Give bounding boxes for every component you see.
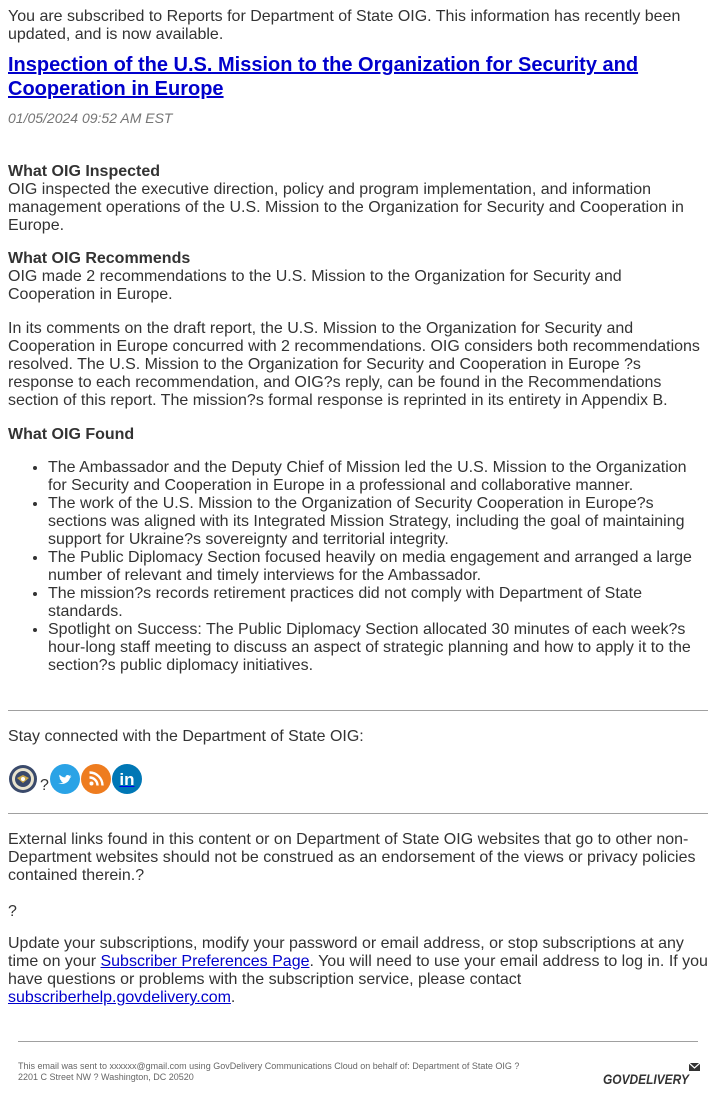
- recommends-heading: What OIG Recommends: [8, 250, 191, 267]
- linkedin-glyph: in: [119, 769, 135, 789]
- footer-line-1: This email was sent to xxxxxx@gmail.com using GovDelivery Communications Cloud on behalf of: Department of State OIG ?: [18, 1061, 520, 1071]
- found-heading: What OIG Found: [8, 426, 135, 443]
- stay-connected-text: Stay connected with the Department of State OIG:: [8, 728, 364, 745]
- found-list: [8, 459, 708, 675]
- recommends-section: [8, 250, 708, 410]
- recommends-text-1: OIG made 2 recommendations to the U.S. Mission to the Organization for Security and Cooperation in Europe.: [8, 268, 622, 303]
- subscription-text-part: Update your subscriptions, modify your password or email address, or stop subscriptions at any time on your: [8, 935, 684, 970]
- separator-text: ?: [40, 777, 49, 794]
- govdelivery-logo-text: GOVDELIVERY: [603, 1071, 691, 1087]
- intro-text: You are subscribed to Reports for Department of State OIG. This information has recently been updated, and is now available.: [8, 8, 681, 43]
- subscriber-help-link[interactable]: subscriberhelp.govdelivery.com: [8, 989, 231, 1006]
- question-mark-text: ?: [8, 903, 17, 920]
- rss-icon[interactable]: [81, 764, 111, 794]
- list-item: • The Public Diplomacy Section focused heavily on media engagement and arranged a large number of relevant and timely interviews for the Ambassador.: [48, 549, 708, 585]
- subscription-text-part: .: [230, 989, 236, 1006]
- report-title-link[interactable]: Inspection of the U.S. Mission to the Organization for Security and Cooperation in Europe: [8, 54, 639, 100]
- divider: [8, 710, 708, 711]
- list-item: • The mission?s records retirement practices did not comply with Department of State standards.: [48, 585, 708, 621]
- twitter-icon[interactable]: [50, 764, 80, 794]
- govdelivery-logo[interactable]: [603, 1062, 703, 1088]
- subscription-text-part: . You will need to use your email address to log in. If you have questions or problems with the subscription service, please contact: [8, 953, 708, 988]
- disclaimer-text: External links found in this content or on Department of State OIG websites that go to other non-Department websites should not be construed as an endorsement of the views or privacy policies contained therein.?: [8, 831, 696, 884]
- inspected-section: [8, 163, 708, 235]
- state-seal-icon[interactable]: [8, 764, 38, 794]
- inspected-text: OIG inspected the executive direction, policy and program implementation, and information management operations of the U.S. Mission to the Organization for Security and Cooperation in Europe.: [8, 181, 684, 234]
- recommends-text-2: In its comments on the draft report, the U.S. Mission to the Organization for Security and Cooperation in Europe concurred with 2 recommendations. OIG considers both recommendations resolved. The U.S. Mission to the Organization for Security and Cooperation in Europe ?s response to each recommendation, and OIG?s reply, can be found in the Recommendations section of this report. The mission?s formal response is reprinted in its entirety in Appendix B.: [8, 320, 700, 409]
- found-section: [8, 426, 708, 675]
- report-date: 01/05/2024 09:52 AM EST: [8, 110, 173, 126]
- list-item: • The Ambassador and the Deputy Chief of Mission led the U.S. Mission to the Organization for Security and Cooperation in Europe in a professional and collaborative manner.: [48, 459, 708, 495]
- subscription-text: [8, 935, 708, 1007]
- subscriber-preferences-link[interactable]: Subscriber Preferences Page: [100, 953, 310, 970]
- divider: [8, 813, 708, 814]
- divider: [18, 1041, 698, 1042]
- list-item: • The work of the U.S. Mission to the Organization of Security Cooperation in Europe?s sections was aligned with its Integrated Mission Strategy, including the goal of maintaining support for Ukraine?s sovereignty and territorial integrity.: [48, 495, 708, 549]
- email-body: [8, 8, 708, 675]
- inspected-heading: What OIG Inspected: [8, 163, 161, 180]
- social-icons: [8, 762, 143, 794]
- linkedin-icon[interactable]: [112, 764, 142, 794]
- footer-line-2: 2201 C Street NW ? Washington, DC 20520: [18, 1072, 194, 1082]
- list-item: • Spotlight on Success: The Public Diplomacy Section allocated 30 minutes of each week?s hour-long staff meeting to discuss an aspect of strategic planning and how to apply it to the section?s public diplomacy initiatives.: [48, 621, 708, 675]
- footer: [18, 1061, 519, 1083]
